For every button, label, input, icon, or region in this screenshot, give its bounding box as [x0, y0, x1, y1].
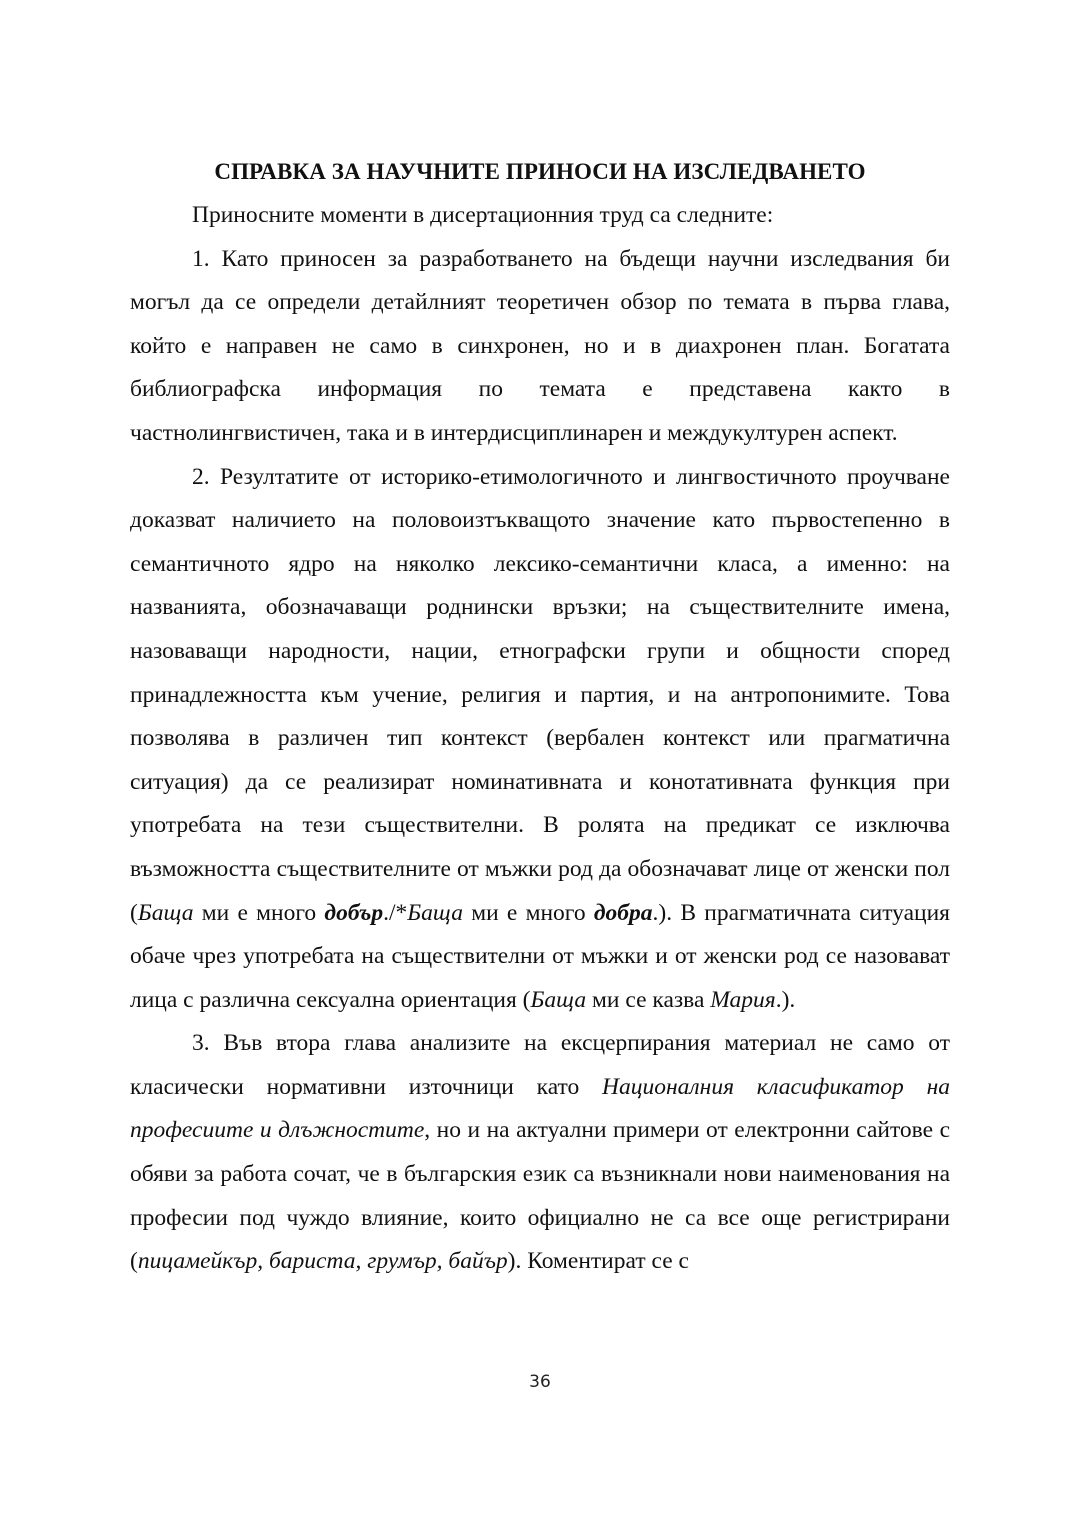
document-body	[130, 194, 950, 1284]
italic-example: Баща	[530, 986, 587, 1013]
text-run: ./*	[383, 899, 408, 926]
intro-paragraph: Приносните моменти в дисертационния труд са следните:	[192, 202, 774, 228]
text-run: .).	[775, 986, 796, 1013]
bold-italic-example: добър	[324, 899, 384, 926]
text-run: ми е много	[462, 899, 594, 926]
text-run: , но и на актуални примери от електронни сайтове с обяви за работа сочат, че в българския език са възникнали нови наименования на професии под чуждо влияние, които официално не са все още регистрирани (	[130, 1117, 950, 1275]
text-run: ми е много	[193, 899, 325, 926]
italic-example-list: пицамейкър, бариста, грумър, байър	[137, 1248, 508, 1275]
text-run: 3. Във втора глава анализите на ексцерпирания материал не само от класически нормативни източници като	[130, 1030, 950, 1100]
italic-source-title: Националния класификатор на професиите и длъжностите	[130, 1073, 950, 1144]
page-number: 36	[529, 1372, 551, 1392]
contribution-paragraph-1: 1. Като приносен за разработването на бъдещи научни изследвания би могъл да се определи детайлният теоретичен обзор по темата в първа глава, който е направен не само в синхронен, но и в диахронен план. Богатата библиографска информация по темата е представена както в частнолингвистичен, така и в интердисциплинарен и междукултурен аспект.	[130, 245, 950, 446]
text-run: ми се казва	[586, 986, 711, 1013]
text-run: 2. Резултатите от историко-етимологичното и лингвостичното проучване доказват наличието на половоизтъкващото значение като първостепенно в семантичното ядро на няколко лексико-семантични класа, а именно: на названията, обозначаващи роднински връзки; на съществителните имена, назоваващи народности, нации, етнографски групи и общности според принадлежността към учение, религия и партия, и на антропонимите. Това позволява в различен тип контекст (вербален контекст или прагматична ситуация) да се реализират номинативната и конотативната функция при употребата на тези съществителни. В ролята на предикат се изключва възможността съществителните от мъжки род да обозначават лице от женски пол (	[130, 463, 950, 926]
document-title: СПРАВКА ЗА НАУЧНИТЕ ПРИНОСИ НА ИЗСЛЕДВАНЕТО	[214, 159, 866, 184]
bold-italic-example: добра	[593, 899, 653, 926]
contribution-paragraph-3	[130, 1022, 950, 1284]
italic-example: Баща	[407, 899, 463, 926]
italic-example: Мария	[710, 986, 776, 1013]
italic-example: Баща	[137, 899, 194, 926]
contribution-paragraph-2	[130, 456, 950, 1023]
text-run: ). Коментират се с	[507, 1248, 689, 1275]
text-run: .). В прагматичната ситуация обаче чрез употребата на съществителни от мъжки и от женски род се назовават лица с различна сексуална ориентация (	[130, 899, 950, 1013]
